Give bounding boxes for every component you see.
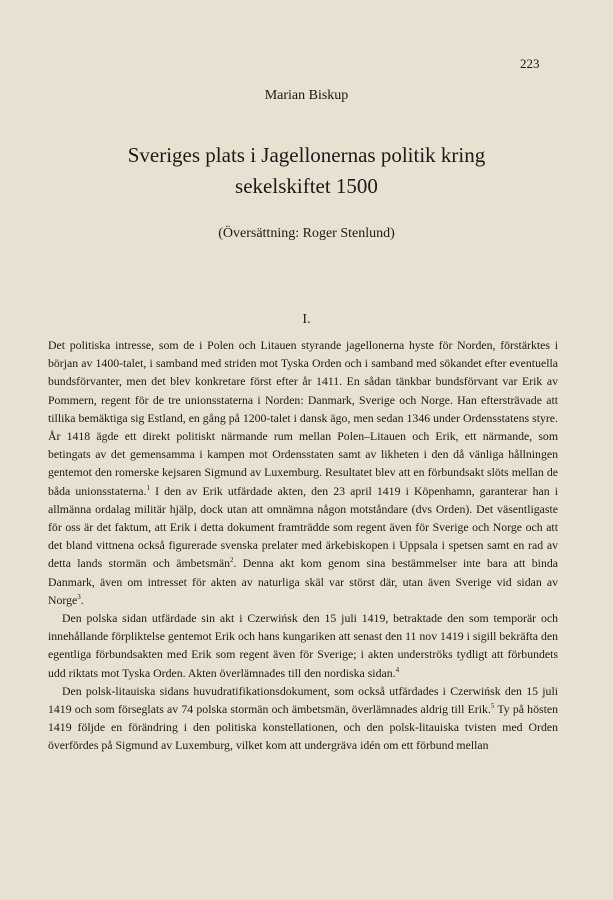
page-number: 223 <box>520 56 540 71</box>
footnote-ref-4: 4 <box>395 665 400 674</box>
footnote-ref-2: 2 <box>229 556 234 565</box>
footnote-ref-5: 5 <box>490 702 495 711</box>
paragraph-1-part-b: I den av Erik utfärdade akten, den 23 april 1419 i Köpenhamn, garanterar han i allmänna ordalag militär hjälp, dock utan att omnämna någon motståndare (dvs Orden). Det väsentligaste för oss är det faktum, att Erik i detta dokument framträdde som regent även för Sverige och Norge och att det bland vittnena också figurerade svenska prelater med ärkebiskopen i Uppsala i spetsen samt en rad av detta lands stormän och ämbetsmän <box>48 483 558 571</box>
footnote-ref-3: 3 <box>77 592 81 601</box>
author-name: Marian Biskup <box>264 88 349 103</box>
section-number: I. <box>302 312 311 327</box>
paragraph-3-part-b: Ty på hösten 1419 följde en förändring i den politiska konstellationen, och den polsk-litauiska tvisten med Orden överfördes på Sigmund av Luxemburg, vilket kom att undergräva idén om ett förbund mellan <box>48 702 558 753</box>
title-line-2: sekelskiftet 1500 <box>235 174 378 198</box>
paragraph-3 <box>48 682 558 755</box>
paragraph-1 <box>48 336 558 609</box>
paragraph-2-part-a: Den polska sidan utfärdade sin akt i Czerwińsk den 15 juli 1419, betraktade den som temporär och innehållande förpliktelse gentemot Erik och hans kungariken att senast den 11 nov 1419 i sigill bekräfta den egentliga förbundsakten med Erik som regent även för Sverige; i akten underströks tydligt att förbundets udd riktats mot Tyska Orden. Akten överlämnades till den nordiska sidan. <box>48 611 558 680</box>
article-title <box>0 140 613 202</box>
paragraph-1-part-c: . Denna akt kom genom sina bestämmelser inte bara att binda Danmark, även om intresset för akten av naturliga skäl var störst där, utan även Sverige vid sidan av Norge <box>48 556 558 607</box>
paragraph-1-part-d: . <box>80 592 84 607</box>
title-line-1: Sveriges plats i Jagellonernas politik kring <box>127 143 486 167</box>
paragraph-3-part-a: Den polsk-litauiska sidans huvudratifikationsdokument, som också utfärdades i Czerwińsk den 15 juli 1419 och som förseglats av 74 polska stormän och ämbetsmän, överlämnades aldrig till Erik. <box>48 683 558 717</box>
translator-credit: (Översättning: Roger Stenlund) <box>218 226 395 241</box>
body-text <box>48 336 558 755</box>
footnote-ref-1: 1 <box>146 483 150 492</box>
paragraph-1-part-a: Det politiska intresse, som de i Polen och Litauen styrande jagellonerna hyste för Norden, förstärktes i början av 1400-talet, i samband med striden mot Tyska Orden och i samband med sökandet efter eventuella bundsförvanter, men det blev konkretare först efter år 1411. En sådan tänkbar bundsförvant var Erik av Pommern, regent för de tre unionsstaterna i Norden: Danmark, Sverige och Norge. Han eftersträvade att tillika bemäktiga sig Estland, en gång på 1200-talet i dansk ägo, men sedan 1346 under Ordensstatens styre. År 1418 ägde ett direkt politiskt närmande rum mellan Polen–Litauen och Erik, ett närmande, som betingats av det gemensamma i kampen mot Ordensstaten samt av likheten i den då vänliga hållningen gentemot den romerske kejsaren Sigmund av Luxemburg. Resultatet blev att en förbundsakt slöts mellan de båda unionsstaterna. <box>48 338 558 498</box>
paragraph-2 <box>48 609 558 682</box>
